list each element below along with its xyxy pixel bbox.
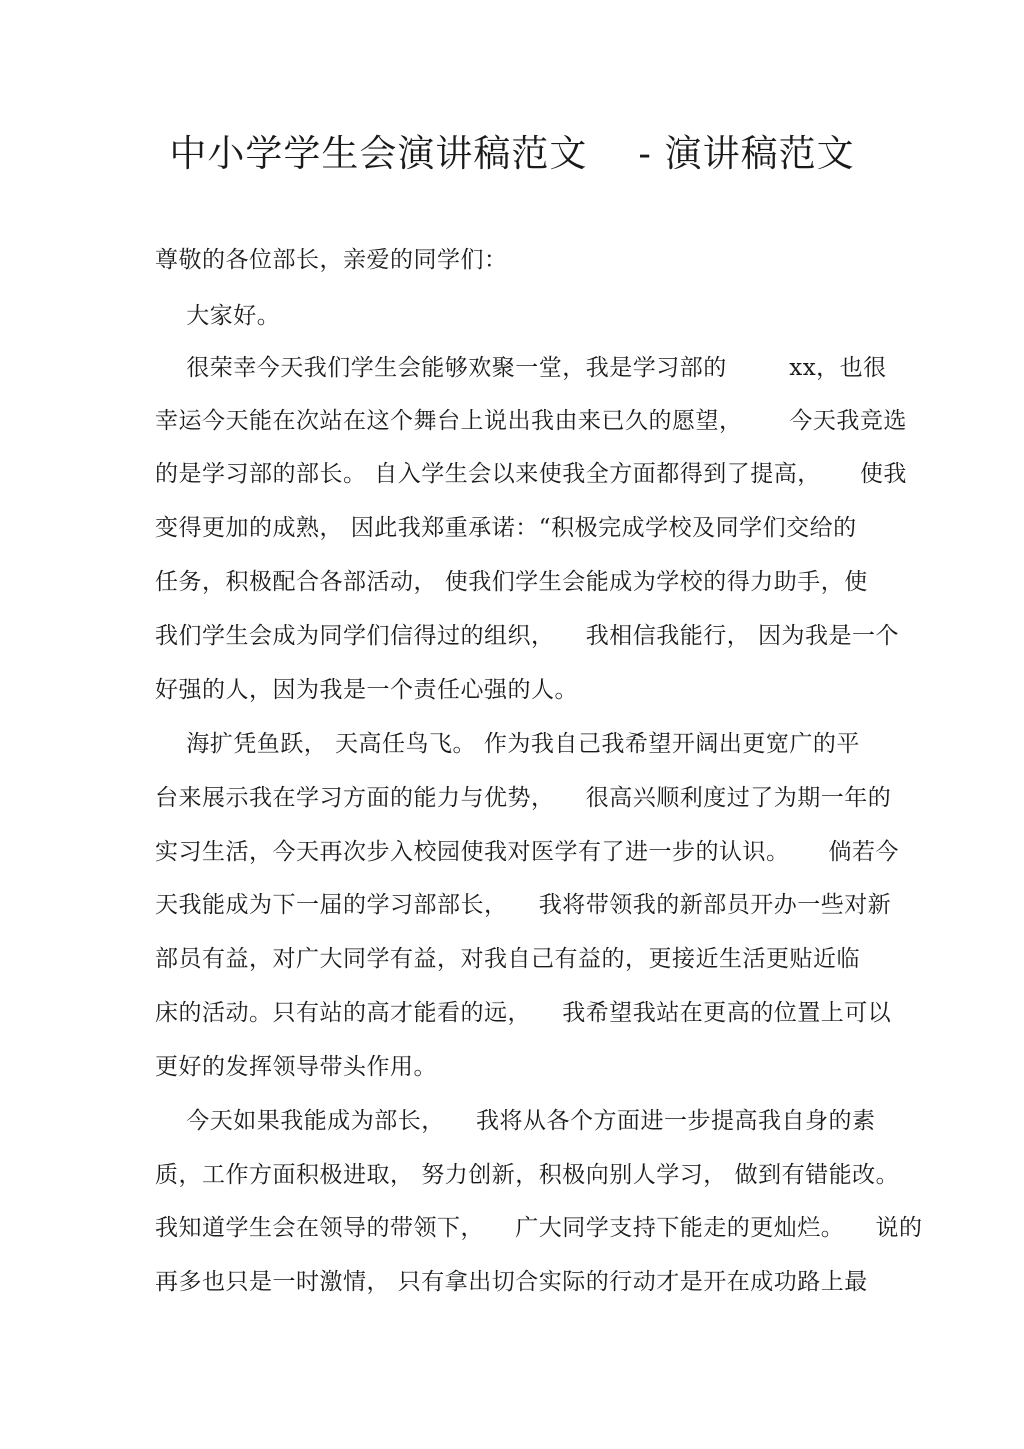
text-line: 很荣幸今天我们学生会能够欢聚一堂，我是学习部的 xx，也很 [155, 355, 887, 381]
document-title: 中小学学生会演讲稿范文 - 演讲稿范文 [169, 132, 855, 175]
text-line: 台来展示我在学习方面的能力与优势， 很高兴顺利度过了为期一年的 [155, 785, 892, 811]
text-line: 幸运今天能在次站在这个舞台上说出我由来已久的愿望， 今天我竞选 [155, 408, 907, 434]
text-line: 更好的发挥领导带头作用。 [155, 1054, 437, 1080]
text-line: 再多也只是一时激情， 只有拿出切合实际的行动才是开在成功路上最 [155, 1269, 868, 1295]
text-line: 床的活动。只有站的高才能看的远， 我希望我站在更高的位置上可以 [155, 1000, 892, 1026]
text-line: 变得更加的成熟， 因此我郑重承诺：“积极完成学校及同学们交给的 [155, 515, 857, 541]
text-line: 我们学生会成为同学们信得过的组织， 我相信我能行， 因为我是一个 [155, 623, 900, 649]
text-line: 实习生活，今天再次步入校园使我对医学有了进一步的认识。 倘若今 [155, 839, 900, 865]
text-line: 今天如果我能成为部长， 我将从各个方面进一步提高我自身的素 [155, 1108, 876, 1134]
text-line: 质，工作方面积极进取， 努力创新，积极向别人学习， 做到有错能改。 [155, 1162, 900, 1188]
text-line: 好强的人，因为我是一个责任心强的人。 [155, 677, 578, 703]
text-line: 的是学习部的部长。 自入学生会以来使我全方面都得到了提高， 使我 [155, 461, 907, 487]
text-line: 尊敬的各位部长，亲爱的同学们： [155, 247, 508, 273]
text-line: 海扩凭鱼跃， 天高任鸟飞。 作为我自己我希望开阔出更宽广的平 [155, 731, 860, 757]
text-line: 任务，积极配合各部活动， 使我们学生会能成为学校的得力助手，使 [155, 569, 868, 595]
text-line: 我知道学生会在领导的带领下， 广大同学支持下能走的更灿烂。 说的 [155, 1215, 923, 1241]
text-line: 大家好。 [155, 303, 281, 329]
text-line: 天我能成为下一届的学习部部长， 我将带领我的新部员开办一些对新 [155, 892, 892, 918]
text-line: 部员有益，对广大同学有益，对我自己有益的，更接近生活更贴近临 [155, 946, 860, 972]
